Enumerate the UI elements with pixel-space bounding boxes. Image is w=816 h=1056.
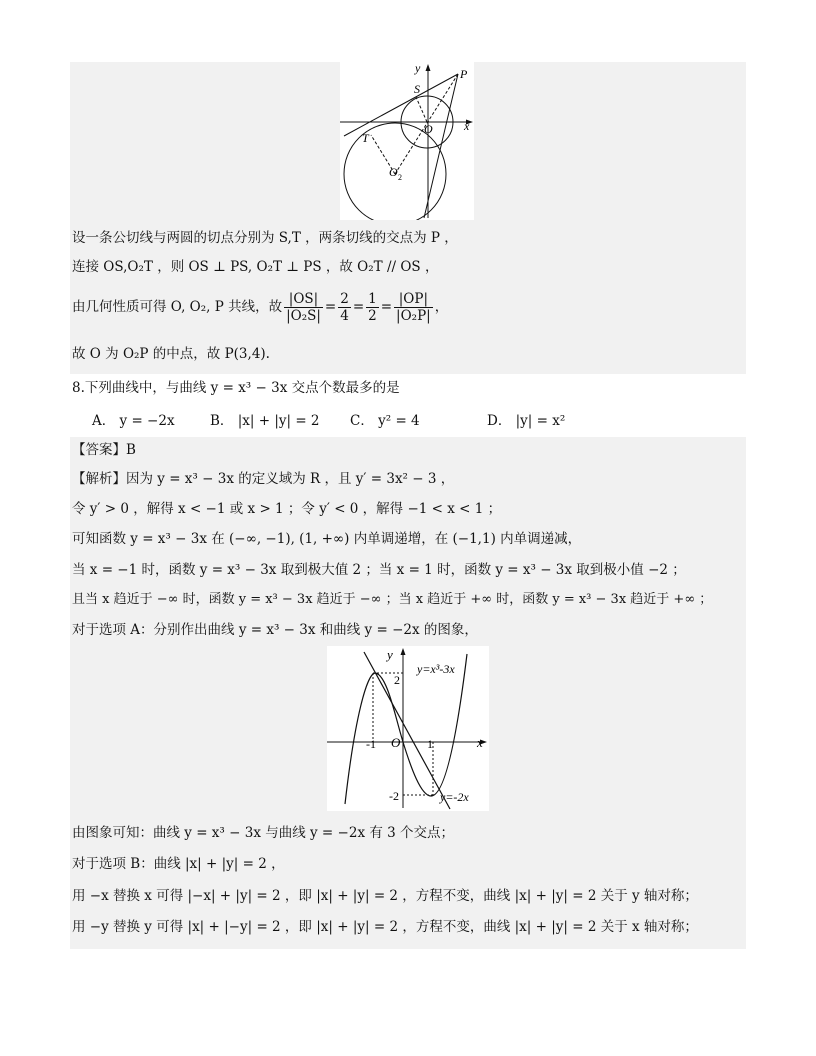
analysis-line-7: 由图象可知：曲线 y = x³ − 3x 与曲线 y = −2x 有 3 个交点； xyxy=(72,825,455,841)
text-line-3-suffix: ， xyxy=(434,299,449,315)
analysis-line-1: 【解析】因为 y = x³ − 3x 的定义域为 R ，且 y′ = 3x² − 3 ， xyxy=(72,471,455,487)
figure-cubic-and-line xyxy=(327,646,489,811)
question-8: 8.下列曲线中，与曲线 y = x³ − 3x 交点个数最多的是 xyxy=(72,380,400,396)
fig2-origin-label: O xyxy=(391,735,401,750)
frac2-numerator: 2 xyxy=(340,290,349,307)
fig2-curve1-label: y=x³-3x xyxy=(417,662,455,676)
fig1-O2-label: O xyxy=(389,165,398,179)
text-line-3-prefix: 由几何性质可得 O, O₂, P 共线，故 xyxy=(72,299,283,315)
analysis-line-9: 用 −x 替换 x 可得 |−x| + |y| = 2 ，即 |x| + |y| = 2 ，方程不变，曲线 |x| + |y| = 2 关于 y 轴对称； xyxy=(72,888,698,904)
text-line-4: 故 O 为 O₂P 的中点，故 P(3,4). xyxy=(72,346,270,362)
fig1-y-label: y xyxy=(415,62,421,75)
frac2-denominator: 4 xyxy=(340,307,349,324)
fig2-y-label: y xyxy=(387,647,393,662)
figure-two-circles xyxy=(340,62,474,220)
frac3-numerator: 1 xyxy=(368,290,377,307)
analysis-line-8: 对于选项 B：曲线 |x| + |y| = 2 ， xyxy=(72,856,285,872)
fig1-T-label: T xyxy=(362,131,369,145)
fraction-2-4 xyxy=(338,291,351,324)
frac1-numerator: |OS| xyxy=(284,291,323,308)
analysis-line-10: 用 −y 替换 y 可得 |x| + |−y| = 2 ，即 |x| + |y| = 2 ，方程不变，曲线 |x| + |y| = 2 关于 x 轴对称； xyxy=(72,919,698,935)
analysis-line-6: 对于选项 A：分别作出曲线 y = x³ − 3x 和曲线 y = −2x 的图象， xyxy=(72,622,478,638)
fig2-tick-minus1: -1 xyxy=(366,737,376,751)
fig1-O2-sub: 2 xyxy=(398,173,402,182)
fig2-tick-2: 2 xyxy=(394,673,400,687)
frac4-numerator: |OP| xyxy=(394,291,433,308)
fig1-S-label: S xyxy=(414,82,420,96)
text-line-1: 设一条公切线与两圆的切点分别为 S,T ，两条切线的交点为 P ， xyxy=(72,230,458,246)
fig1-x-label: x xyxy=(464,119,470,133)
option-c: C． y² = 4 xyxy=(350,413,420,429)
option-b: B． |x| + |y| = 2 xyxy=(210,413,320,429)
equals-2: = xyxy=(352,299,365,315)
equals-3: = xyxy=(380,299,393,315)
analysis-line-5: 且当 x 趋近于 −∞ 时，函数 y = x³ − 3x 趋近于 −∞ ；当 x 趋近于 +∞ 时，函数 y = x³ − 3x 趋近于 +∞ ； xyxy=(72,592,713,607)
fig2-curve2-label: y=-2x xyxy=(440,790,469,804)
analysis-line-4: 当 x = −1 时，函数 y = x³ − 3x 取到极大值 2 ；当 x = 1 时，函数 y = x³ − 3x 取到极小值 −2 ； xyxy=(72,562,686,578)
fig1-O-label: O xyxy=(424,122,433,136)
analysis-line-3: 可知函数 y = x³ − 3x 在 (−∞, −1), (1, +∞) 内单调递增，在 (−1,1) 内单调递减， xyxy=(72,531,582,547)
fig1-P-label: P xyxy=(460,67,468,81)
frac3-denominator: 2 xyxy=(368,307,377,324)
fraction-1-2 xyxy=(366,291,379,324)
fraction-op-o2p xyxy=(394,291,433,324)
equals-1: = xyxy=(324,299,337,315)
frac1-denominator: |O₂S| xyxy=(286,307,321,324)
text-line-2: 连接 OS,O₂T ，则 OS ⊥ PS, O₂T ⊥ PS ，故 O₂T // OS ， xyxy=(72,259,439,275)
fig2-tick-1: 1 xyxy=(427,737,433,751)
text-line-3 xyxy=(72,287,448,327)
option-d: D． |y| = x² xyxy=(487,413,566,429)
frac4-denominator: |O₂P| xyxy=(396,307,431,324)
option-a: A． y = −2x xyxy=(92,413,175,429)
fig2-x-label: x xyxy=(477,735,483,750)
answer-line: 【答案】B xyxy=(72,442,136,458)
fig2-tick-minus2: -2 xyxy=(389,789,399,803)
fraction-os-o2s xyxy=(284,291,323,324)
analysis-line-2: 令 y′ > 0 ，解得 x < −1 或 x > 1 ；令 y′ < 0 ，解得 −1 < x < 1 ； xyxy=(72,501,502,517)
